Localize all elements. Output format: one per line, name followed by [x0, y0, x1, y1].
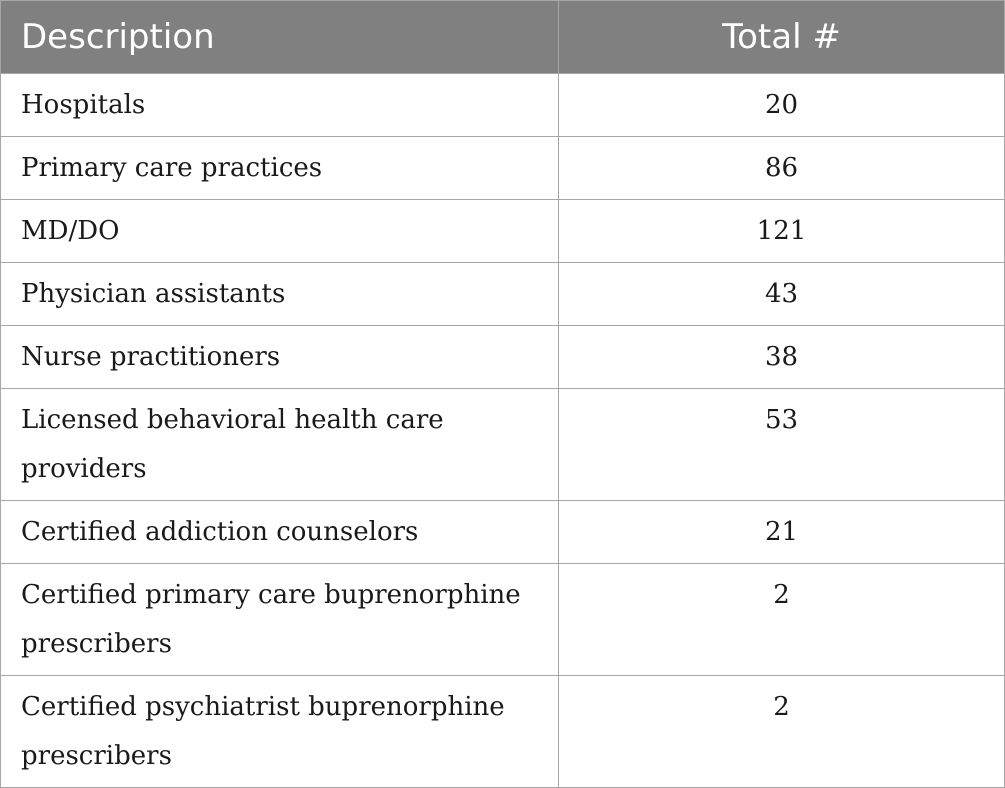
row-total: 2	[559, 564, 1005, 676]
header-description: Description	[1, 1, 559, 74]
table-row	[1, 564, 1005, 676]
row-description: Hospitals	[1, 74, 559, 137]
table-row	[1, 676, 1005, 788]
table-row	[1, 137, 1005, 200]
table-row	[1, 263, 1005, 326]
row-total: 21	[559, 501, 1005, 564]
row-description: Primary care practices	[1, 137, 559, 200]
row-description: Physician assistants	[1, 263, 559, 326]
table-row	[1, 326, 1005, 389]
row-total: 2	[559, 676, 1005, 788]
row-description: Certified psychiatrist buprenorphine prescribers	[1, 676, 559, 788]
row-total: 121	[559, 200, 1005, 263]
row-total: 86	[559, 137, 1005, 200]
row-total: 38	[559, 326, 1005, 389]
row-description: Certified primary care buprenorphine prescribers	[1, 564, 559, 676]
header-total: Total #	[559, 1, 1005, 74]
row-description: Certified addiction counselors	[1, 501, 559, 564]
table-row	[1, 74, 1005, 137]
row-description: MD/DO	[1, 200, 559, 263]
row-description: Nurse practitioners	[1, 326, 559, 389]
row-total: 20	[559, 74, 1005, 137]
table-row	[1, 501, 1005, 564]
row-total: 53	[559, 389, 1005, 501]
table-header-row	[1, 1, 1005, 74]
row-total: 43	[559, 263, 1005, 326]
table-row	[1, 389, 1005, 501]
row-description: Licensed behavioral health care providers	[1, 389, 559, 501]
table-row	[1, 200, 1005, 263]
